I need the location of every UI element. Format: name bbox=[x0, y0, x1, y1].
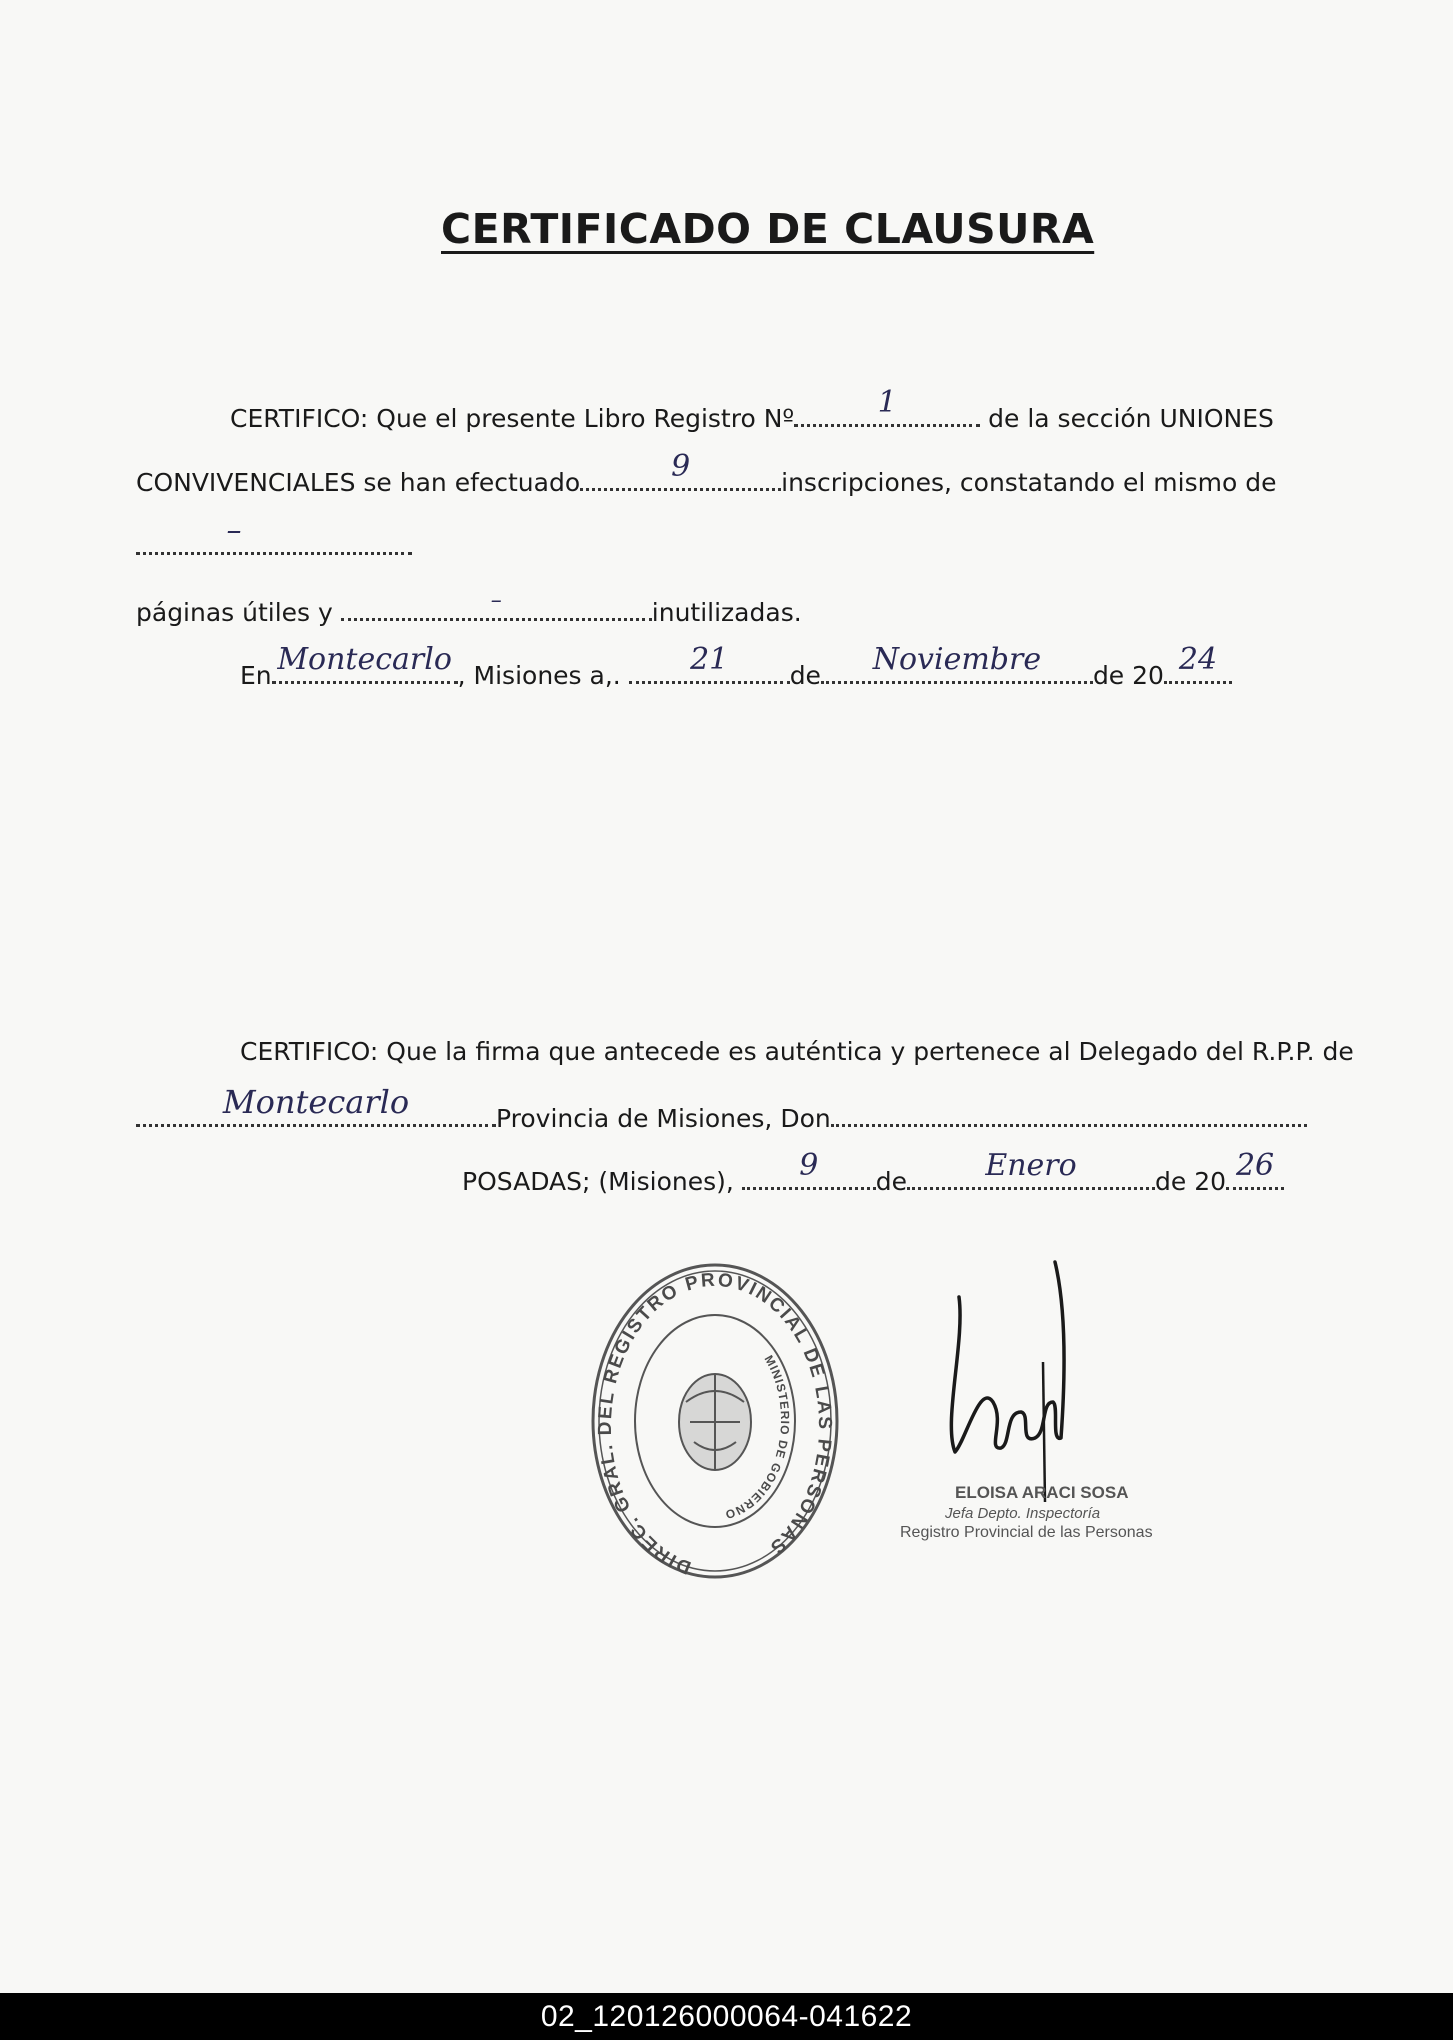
p1-seccion-text: de la sección UNIONES bbox=[988, 404, 1274, 433]
p2-day-field bbox=[742, 1148, 876, 1190]
p2-line-1 bbox=[240, 1039, 1354, 1064]
p1-line-4 bbox=[136, 588, 802, 627]
seal-inner-text: MINISTERIO DE GOBIERNO bbox=[722, 1352, 793, 1522]
seal-outer-text: DIREC. GRAL. DEL REGISTRO PROVINCIAL DE LAS PERSONAS bbox=[594, 1269, 836, 1578]
signatory-org: Registro Provincial de las Personas bbox=[900, 1524, 1153, 1541]
document-id-footer: 02_120126000064-041622 bbox=[0, 1993, 1453, 2040]
p1-paginas-text: páginas útiles y bbox=[136, 598, 333, 627]
p2-don-field bbox=[831, 1104, 1307, 1127]
p1-line-3 bbox=[136, 513, 412, 559]
pages-field bbox=[136, 513, 412, 555]
inutilizadas-value: – bbox=[490, 588, 502, 613]
p1-certifico-text: CERTIFICO: Que el presente Libro Registro Nº bbox=[230, 404, 795, 433]
p2-line-2 bbox=[136, 1083, 1307, 1133]
book-number-field bbox=[794, 385, 980, 427]
p2-posadas-text: POSADAS; (Misiones), bbox=[462, 1167, 734, 1196]
p2-certifico-text: CERTIFICO: Que la firma que antecede es auténtica y pertenece al Delegado del R.P.P. de bbox=[240, 1037, 1354, 1066]
certificate-title: CERTIFICADO DE CLAUSURA bbox=[441, 205, 1095, 253]
p1-month-value: Noviembre bbox=[872, 642, 1042, 677]
book-number-value: 1 bbox=[877, 385, 897, 420]
p1-line-1 bbox=[230, 385, 1274, 433]
p2-place-value: Montecarlo bbox=[222, 1083, 410, 1121]
coat-of-arms-icon bbox=[679, 1374, 751, 1470]
p1-day-value: 21 bbox=[690, 642, 729, 677]
inscripciones-count-value: 9 bbox=[671, 449, 691, 484]
p1-place-value: Montecarlo bbox=[277, 642, 452, 677]
p1-year-value: 24 bbox=[1178, 642, 1218, 677]
p2-provincia-text: Provincia de Misiones, Don bbox=[496, 1104, 831, 1133]
p1-line-5 bbox=[240, 642, 1232, 690]
p1-convivenciales-text: CONVIVENCIALES se han efectuado bbox=[136, 468, 581, 497]
p1-de-text: de bbox=[789, 661, 821, 690]
p1-line-2 bbox=[136, 449, 1277, 497]
p1-inutilizadas-text: inutilizadas. bbox=[651, 598, 802, 627]
p2-place-field bbox=[136, 1083, 496, 1127]
p1-misiones-text: , Misiones a,. bbox=[457, 661, 621, 690]
p1-inscripciones-text: inscripciones, constatando el mismo de bbox=[781, 468, 1277, 497]
p1-month-field bbox=[821, 642, 1093, 684]
p1-year-field bbox=[1164, 642, 1232, 684]
p2-de-text: de bbox=[875, 1167, 908, 1196]
signatory-name: ELOISA ARACI SOSA bbox=[955, 1483, 1129, 1502]
pages-value: – bbox=[226, 513, 242, 548]
p2-month-field bbox=[907, 1148, 1155, 1190]
signatory-role: Jefa Depto. Inspectoría bbox=[945, 1505, 1101, 1522]
p1-day-field bbox=[629, 642, 790, 684]
official-seal-stamp bbox=[590, 1262, 840, 1580]
p2-day-value: 9 bbox=[799, 1148, 819, 1183]
p2-year-field bbox=[1226, 1148, 1284, 1190]
p2-line-3 bbox=[462, 1148, 1284, 1196]
inscripciones-count-field bbox=[580, 449, 781, 491]
handwritten-signature bbox=[935, 1252, 1075, 1522]
p1-place-field bbox=[272, 642, 458, 684]
p1-de20-text: de 20 bbox=[1092, 661, 1164, 690]
p2-year-value: 26 bbox=[1235, 1148, 1275, 1183]
p1-en-text: En bbox=[240, 661, 272, 690]
p2-month-value: Enero bbox=[985, 1148, 1077, 1183]
p2-de20-text: de 20 bbox=[1155, 1167, 1227, 1196]
inutilizadas-field bbox=[341, 588, 652, 621]
